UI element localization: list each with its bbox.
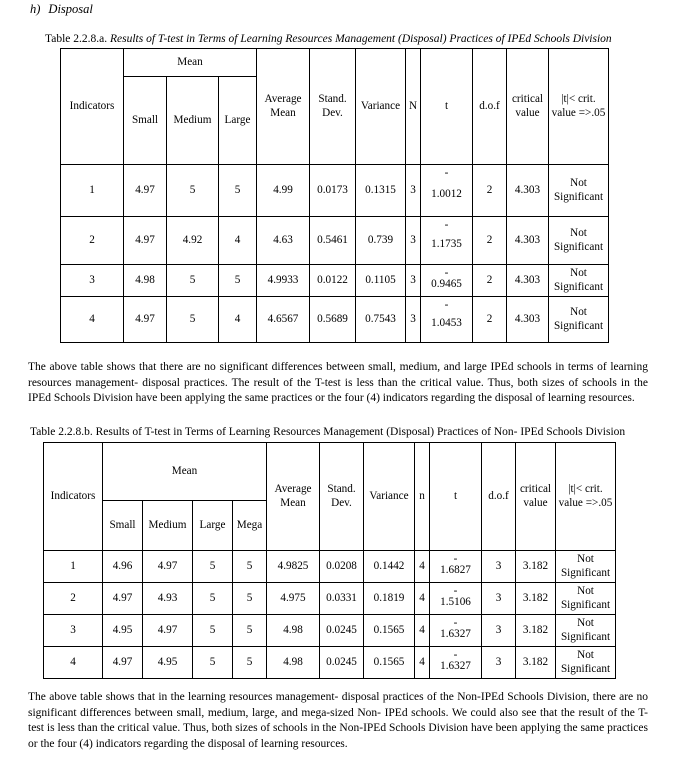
- t-sign: -: [444, 219, 449, 231]
- t-value: 1.6827: [440, 564, 471, 577]
- table-row: [61, 165, 609, 217]
- header-decision: |t|< crit. value =>.05: [556, 443, 616, 551]
- cell-dof: 2: [473, 217, 507, 265]
- cell-n: 4: [415, 551, 430, 583]
- section-letter: h): [30, 2, 41, 16]
- cell-critical: 4.303: [507, 165, 549, 217]
- header-small: Small: [103, 501, 143, 551]
- header-variance: Variance: [356, 49, 406, 165]
- header-mean: Mean: [103, 443, 267, 501]
- cell-n: 3: [406, 217, 421, 265]
- cell-small: 4.98: [124, 265, 167, 297]
- cell-indicator: 3: [44, 615, 103, 647]
- header-indicators: Indicators: [44, 443, 103, 551]
- table-a-caption: [45, 33, 612, 45]
- section-title: Disposal: [48, 2, 93, 16]
- t-value: 1.6327: [440, 628, 471, 641]
- table-row: [61, 297, 609, 343]
- cell-large: 4: [219, 217, 257, 265]
- cell-decision: Not Significant: [549, 265, 609, 297]
- header-t: t: [421, 49, 473, 165]
- cell-variance: 0.1565: [364, 647, 415, 679]
- cell-large: 5: [219, 265, 257, 297]
- cell-t: [430, 615, 482, 647]
- table-row: [44, 615, 616, 647]
- cell-decision: Not Significant: [556, 551, 616, 583]
- cell-variance: 0.1819: [364, 583, 415, 615]
- table-row: [44, 647, 616, 679]
- cell-medium: 5: [167, 165, 219, 217]
- t-sign: -: [453, 553, 458, 565]
- header-n: N: [406, 49, 421, 165]
- cell-critical: 4.303: [507, 217, 549, 265]
- header-critical: critical value: [507, 49, 549, 165]
- table-row: [44, 583, 616, 615]
- cell-std-dev: 0.0245: [320, 615, 364, 647]
- cell-variance: 0.739: [356, 217, 406, 265]
- cell-n: 3: [406, 297, 421, 343]
- cell-average-mean: 4.63: [257, 217, 310, 265]
- cell-dof: 2: [473, 165, 507, 217]
- cell-indicator: 2: [61, 217, 124, 265]
- t-value: 1.6327: [440, 660, 471, 673]
- cell-indicator: 4: [44, 647, 103, 679]
- cell-critical: 3.182: [516, 583, 556, 615]
- t-sign: -: [453, 649, 458, 661]
- cell-small: 4.97: [103, 647, 143, 679]
- cell-std-dev: 0.5461: [310, 217, 356, 265]
- cell-variance: 0.1565: [364, 615, 415, 647]
- cell-small: 4.97: [124, 297, 167, 343]
- cell-large: 5: [219, 165, 257, 217]
- header-mean: Mean: [124, 49, 257, 77]
- cell-large: 5: [193, 615, 233, 647]
- cell-t: [421, 297, 473, 343]
- cell-t: [421, 165, 473, 217]
- cell-average-mean: 4.98: [267, 647, 320, 679]
- cell-indicator: 4: [61, 297, 124, 343]
- cell-std-dev: 0.0208: [320, 551, 364, 583]
- cell-decision: Not Significant: [556, 615, 616, 647]
- cell-medium: 5: [167, 297, 219, 343]
- cell-mega: 5: [233, 647, 267, 679]
- cell-large: 5: [193, 551, 233, 583]
- cell-medium: 4.97: [143, 551, 193, 583]
- t-sign: -: [453, 617, 458, 629]
- header-t: t: [430, 443, 482, 551]
- cell-small: 4.97: [103, 583, 143, 615]
- cell-dof: 3: [482, 551, 516, 583]
- cell-std-dev: 0.0245: [320, 647, 364, 679]
- cell-variance: 0.1442: [364, 551, 415, 583]
- header-std-dev: Stand. Dev.: [310, 49, 356, 165]
- t-sign: -: [444, 299, 449, 311]
- table-b-caption-title: Results of T-test in Terms of Learning Resources Management (Disposal) Practices of Non- IPEd Schools Division: [95, 426, 626, 438]
- table-row: [61, 265, 609, 297]
- cell-n: 3: [406, 165, 421, 217]
- cell-medium: 5: [167, 265, 219, 297]
- table-b: [43, 442, 616, 679]
- t-sign: -: [453, 585, 458, 597]
- cell-std-dev: 0.0122: [310, 265, 356, 297]
- cell-dof: 2: [473, 265, 507, 297]
- t-value: 1.0012: [431, 188, 462, 201]
- header-decision: |t|< crit. value =>.05: [549, 49, 609, 165]
- cell-medium: 4.97: [143, 615, 193, 647]
- t-value: 1.1735: [431, 238, 462, 251]
- header-large: Large: [219, 77, 257, 165]
- cell-small: 4.97: [124, 217, 167, 265]
- header-dof: d.o.f: [473, 49, 507, 165]
- table-a-interpretation: The above table shows that there are no significant differences between small, medium, and large IPEd schools in terms of learning resources management- disposal practices. The result of the T-test is less than the critical value. Thus, both sizes of schools in the IPEd Schools Division have been applying the same practices or the four (4) indicators regarding the disposal of learning resources.: [28, 361, 648, 405]
- header-std-dev: Stand. Dev.: [320, 443, 364, 551]
- table-b-caption-prefix: Table 2.2.8.b.: [30, 426, 93, 438]
- cell-mega: 5: [233, 583, 267, 615]
- cell-n: 4: [415, 647, 430, 679]
- header-average-mean: Average Mean: [257, 49, 310, 165]
- table-row: [61, 217, 609, 265]
- cell-dof: 3: [482, 615, 516, 647]
- cell-t: [430, 551, 482, 583]
- cell-critical: 3.182: [516, 615, 556, 647]
- t-sign: -: [444, 267, 449, 279]
- cell-dof: 2: [473, 297, 507, 343]
- table-b-caption: [30, 426, 625, 438]
- cell-small: 4.97: [124, 165, 167, 217]
- header-critical: critical value: [516, 443, 556, 551]
- cell-variance: 0.1105: [356, 265, 406, 297]
- t-sign: -: [444, 167, 449, 179]
- table-a: [60, 48, 609, 343]
- cell-decision: Not Significant: [556, 647, 616, 679]
- cell-average-mean: 4.9825: [267, 551, 320, 583]
- cell-variance: 0.7543: [356, 297, 406, 343]
- cell-indicator: 1: [44, 551, 103, 583]
- cell-indicator: 2: [44, 583, 103, 615]
- table-a-caption-title: Results of T-test in Terms of Learning Resources Management (Disposal) Practices of IPEd Schools Division: [109, 33, 612, 45]
- cell-decision: Not Significant: [549, 297, 609, 343]
- cell-critical: 3.182: [516, 551, 556, 583]
- cell-small: 4.96: [103, 551, 143, 583]
- cell-std-dev: 0.0331: [320, 583, 364, 615]
- table-b-interpretation: The above table shows that in the learning resources management- disposal practices of the Non-IPEd Schools Division, there are no significant differences between small, medium, large, and mega-sized Non- IPEd schools. We could also see that the result of the T-test is less than the critical value. Thus, both sizes of schools in the Non-IPEd Schools Division have been applying the same practices or the four (4) indicators regarding the disposal of learning resources.: [28, 691, 648, 750]
- header-variance: Variance: [364, 443, 415, 551]
- cell-average-mean: 4.6567: [257, 297, 310, 343]
- table-row: [44, 551, 616, 583]
- header-n: n: [415, 443, 430, 551]
- header-dof: d.o.f: [482, 443, 516, 551]
- header-small: Small: [124, 77, 167, 165]
- cell-large: 4: [219, 297, 257, 343]
- cell-dof: 3: [482, 647, 516, 679]
- cell-n: 3: [406, 265, 421, 297]
- cell-mega: 5: [233, 551, 267, 583]
- header-average-mean: Average Mean: [267, 443, 320, 551]
- cell-medium: 4.93: [143, 583, 193, 615]
- cell-dof: 3: [482, 583, 516, 615]
- cell-t: [421, 265, 473, 297]
- t-value: 0.9465: [431, 278, 462, 291]
- cell-decision: Not Significant: [549, 217, 609, 265]
- cell-critical: 4.303: [507, 265, 549, 297]
- cell-average-mean: 4.98: [267, 615, 320, 647]
- t-value: 1.0453: [431, 317, 462, 330]
- section-heading: [30, 2, 93, 17]
- cell-std-dev: 0.0173: [310, 165, 356, 217]
- cell-critical: 3.182: [516, 647, 556, 679]
- cell-indicator: 1: [61, 165, 124, 217]
- cell-t: [430, 647, 482, 679]
- header-medium: Medium: [143, 501, 193, 551]
- cell-average-mean: 4.9933: [257, 265, 310, 297]
- cell-large: 5: [193, 647, 233, 679]
- header-mega: Mega: [233, 501, 267, 551]
- t-value: 1.5106: [440, 596, 471, 609]
- table-a-caption-prefix: Table 2.2.8.a.: [45, 33, 108, 45]
- cell-critical: 4.303: [507, 297, 549, 343]
- cell-decision: Not Significant: [549, 165, 609, 217]
- cell-average-mean: 4.99: [257, 165, 310, 217]
- cell-t: [421, 217, 473, 265]
- cell-medium: 4.95: [143, 647, 193, 679]
- cell-variance: 0.1315: [356, 165, 406, 217]
- cell-mega: 5: [233, 615, 267, 647]
- cell-n: 4: [415, 583, 430, 615]
- header-large: Large: [193, 501, 233, 551]
- header-indicators: Indicators: [61, 49, 124, 165]
- cell-n: 4: [415, 615, 430, 647]
- header-medium: Medium: [167, 77, 219, 165]
- cell-large: 5: [193, 583, 233, 615]
- cell-decision: Not Significant: [556, 583, 616, 615]
- cell-std-dev: 0.5689: [310, 297, 356, 343]
- cell-average-mean: 4.975: [267, 583, 320, 615]
- cell-indicator: 3: [61, 265, 124, 297]
- cell-t: [430, 583, 482, 615]
- cell-medium: 4.92: [167, 217, 219, 265]
- cell-small: 4.95: [103, 615, 143, 647]
